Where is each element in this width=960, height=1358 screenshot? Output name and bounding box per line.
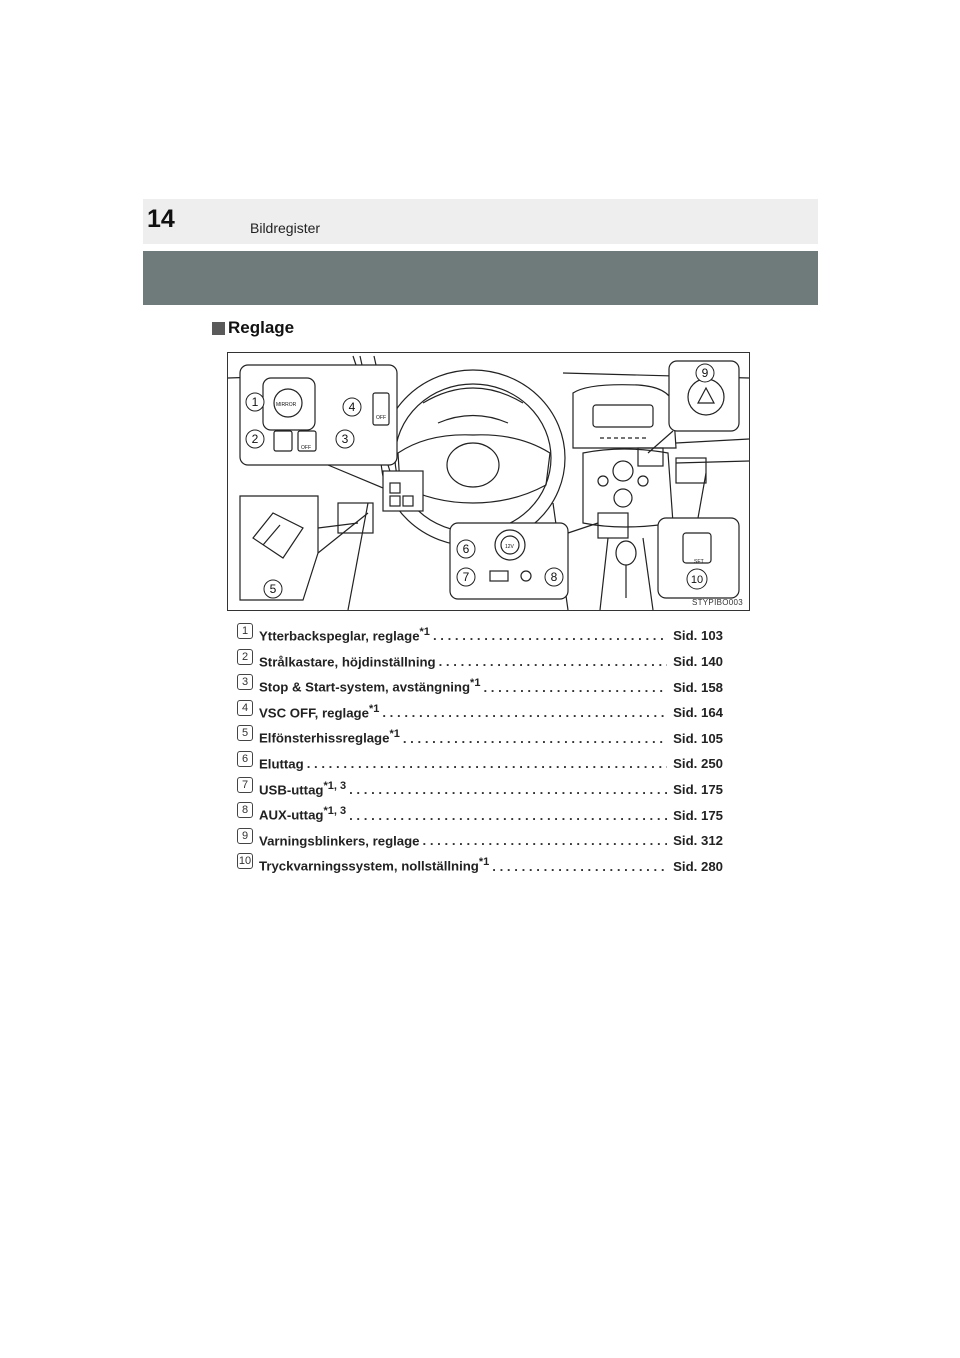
svg-text:10: 10: [690, 574, 704, 586]
callout-9: [696, 364, 714, 382]
item-number: 3: [237, 674, 253, 690]
set-label: SET: [694, 559, 704, 565]
item-label: USB-uttag: [259, 781, 324, 797]
figure-code: STYPIBO003: [691, 598, 743, 607]
inset-power-outlets: [450, 523, 568, 599]
twelve-volt-label: 12V: [505, 544, 514, 550]
item-footnote: *1: [389, 728, 400, 741]
callout-5: [264, 580, 282, 598]
dot-leader: [307, 756, 667, 771]
dot-leader: [349, 782, 667, 797]
page-header: [143, 199, 818, 244]
list-item: [237, 827, 723, 853]
item-page: Sid. 103: [673, 628, 723, 644]
item-page: Sid. 175: [673, 807, 723, 823]
item-label: VSC OFF, reglage: [259, 705, 369, 721]
item-footnote: *1: [419, 626, 430, 638]
heading-text: Reglage: [228, 318, 295, 337]
dot-leader: [382, 705, 667, 720]
item-page: Sid. 175: [673, 781, 723, 797]
callout-7: [457, 568, 475, 586]
item-page: Sid. 312: [673, 833, 723, 849]
header-band: [143, 251, 818, 305]
heading-marker-icon: [212, 322, 225, 335]
list-item: [237, 673, 723, 699]
item-number: 6: [237, 751, 253, 767]
section-title: Bildregister: [250, 220, 321, 236]
controls-list: [237, 622, 723, 878]
item-page: Sid. 250: [673, 756, 723, 772]
list-item: [237, 622, 723, 648]
list-item: [237, 699, 723, 725]
svg-text:7: 7: [462, 570, 470, 584]
svg-text:9: 9: [701, 366, 709, 380]
list-item: [237, 724, 723, 750]
svg-text:1: 1: [251, 395, 259, 409]
svg-text:6: 6: [462, 542, 470, 556]
dot-leader: [492, 859, 667, 874]
item-label: Eluttag: [259, 756, 304, 772]
dashboard-drawing: [228, 353, 749, 610]
item-page: Sid. 164: [673, 705, 723, 721]
svg-text:3: 3: [341, 432, 349, 446]
section-heading: [212, 318, 294, 338]
callout-3: [336, 430, 354, 448]
item-footnote: *1: [478, 856, 490, 869]
callout-8: [545, 568, 563, 586]
item-number: 10: [238, 855, 252, 868]
callout-10: [687, 569, 707, 589]
dot-leader: [433, 628, 667, 643]
svg-text:4: 4: [348, 400, 356, 414]
item-label: AUX-uttag: [259, 807, 324, 823]
list-item: [237, 776, 723, 802]
item-footnote: *1, 3: [323, 805, 347, 818]
steering-wheel-outer: [381, 370, 565, 546]
item-label: Tryckvarningssystem, nollställning: [259, 858, 479, 874]
item-number: 7: [237, 777, 253, 793]
svg-text:2: 2: [251, 432, 259, 446]
dot-leader: [349, 808, 667, 823]
mirror-label: MIRROR: [276, 402, 297, 408]
item-number: 5: [237, 725, 253, 741]
item-footnote: *1: [470, 677, 481, 690]
list-item: [237, 648, 723, 674]
callout-6: [457, 540, 475, 558]
item-number: 8: [237, 802, 253, 818]
callout-2: [246, 430, 264, 448]
stop-start-off-label: OFF: [301, 445, 311, 451]
item-label: Ytterbackspeglar, reglage: [259, 628, 420, 644]
item-page: Sid. 140: [673, 653, 723, 669]
item-number: 2: [237, 649, 253, 665]
item-label: Varningsblinkers, reglage: [259, 833, 420, 849]
dot-leader: [439, 654, 668, 669]
page-number: 14: [147, 205, 175, 233]
vsc-off-label: OFF: [376, 415, 386, 421]
svg-text:8: 8: [550, 570, 558, 584]
wheel-centre: [447, 443, 499, 487]
item-label: Stop & Start-system, avstängning: [259, 679, 471, 695]
callout-1: [246, 393, 264, 411]
item-footnote: *1, 3: [323, 779, 347, 792]
list-item: [237, 852, 723, 878]
dot-leader: [403, 731, 667, 746]
item-label: Strålkastare, höjdinställning: [259, 653, 436, 669]
list-item: [237, 750, 723, 776]
controls-illustration: [227, 352, 750, 611]
item-page: Sid. 158: [673, 679, 723, 695]
item-page: Sid. 105: [673, 730, 723, 746]
dot-leader: [483, 680, 667, 695]
item-page: Sid. 280: [673, 858, 723, 874]
item-number: 4: [237, 700, 253, 716]
callout-4: [343, 398, 361, 416]
item-number: 1: [237, 623, 253, 639]
list-item: [237, 801, 723, 827]
item-number: 9: [237, 828, 253, 844]
svg-text:5: 5: [269, 582, 277, 596]
dot-leader: [423, 833, 668, 848]
item-footnote: *1: [368, 702, 380, 715]
item-label: Elfönsterhissreglage: [259, 730, 390, 746]
